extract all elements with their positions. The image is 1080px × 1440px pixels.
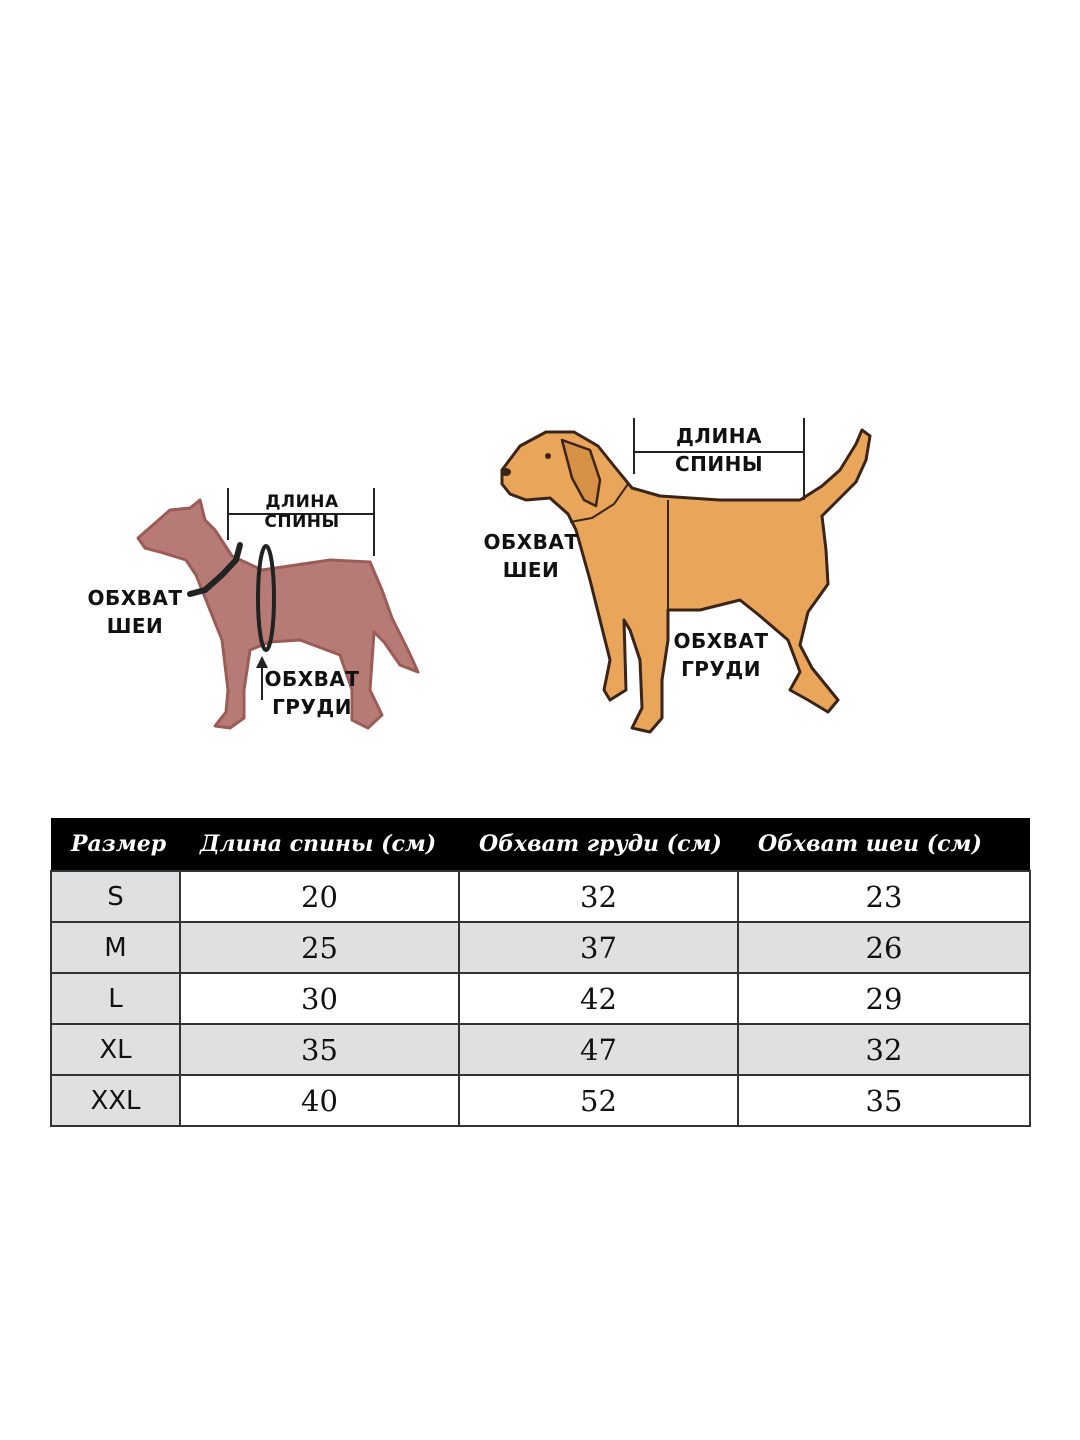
size-column-header: Размер bbox=[51, 818, 180, 871]
chest-column-header: Обхват груди (см) bbox=[459, 818, 738, 871]
back-length-column-header: Длина спины (см) bbox=[180, 818, 459, 871]
size-cell: XL bbox=[51, 1024, 180, 1075]
large-dog-chest-label: ОБХВАТ ГРУДИ bbox=[673, 629, 769, 681]
neck-column-header: Обхват шеи (см) bbox=[738, 818, 1030, 871]
neck-cell: 35 bbox=[738, 1075, 1030, 1126]
neck-cell: 23 bbox=[738, 871, 1030, 922]
large-dog-eye bbox=[545, 453, 551, 459]
chest-cell: 52 bbox=[459, 1075, 738, 1126]
back-length-cell: 40 bbox=[180, 1075, 459, 1126]
back-length-cell: 20 bbox=[180, 871, 459, 922]
table-row bbox=[51, 1024, 1030, 1075]
chest-cell: 32 bbox=[459, 871, 738, 922]
size-cell: S bbox=[51, 871, 180, 922]
small-dog-back-length-label: ДЛИНА СПИНЫ bbox=[264, 492, 340, 532]
small-dog-chest-label: ОБХВАТ ГРУДИ bbox=[264, 667, 360, 719]
back-length-cell: 35 bbox=[180, 1024, 459, 1075]
size-cell: M bbox=[51, 922, 180, 973]
size-table-header-row bbox=[51, 818, 1030, 871]
large-dog-neck-label: ОБХВАТ ШЕИ bbox=[483, 530, 579, 582]
neck-cell: 29 bbox=[738, 973, 1030, 1024]
table-row bbox=[51, 871, 1030, 922]
neck-cell: 32 bbox=[738, 1024, 1030, 1075]
neck-cell: 26 bbox=[738, 922, 1030, 973]
back-length-cell: 30 bbox=[180, 973, 459, 1024]
chest-cell: 37 bbox=[459, 922, 738, 973]
table-row bbox=[51, 973, 1030, 1024]
size-cell: XXL bbox=[51, 1075, 180, 1126]
size-chart-table bbox=[50, 818, 1031, 1127]
small-dog-neck-label: ОБХВАТ ШЕИ bbox=[87, 586, 183, 638]
back-length-cell: 25 bbox=[180, 922, 459, 973]
large-dog-nose bbox=[501, 468, 511, 476]
large-dog-back-length-label: ДЛИНА СПИНЫ bbox=[674, 424, 764, 476]
table-row bbox=[51, 922, 1030, 973]
chest-cell: 42 bbox=[459, 973, 738, 1024]
size-cell: L bbox=[51, 973, 180, 1024]
chest-cell: 47 bbox=[459, 1024, 738, 1075]
table-row bbox=[51, 1075, 1030, 1126]
